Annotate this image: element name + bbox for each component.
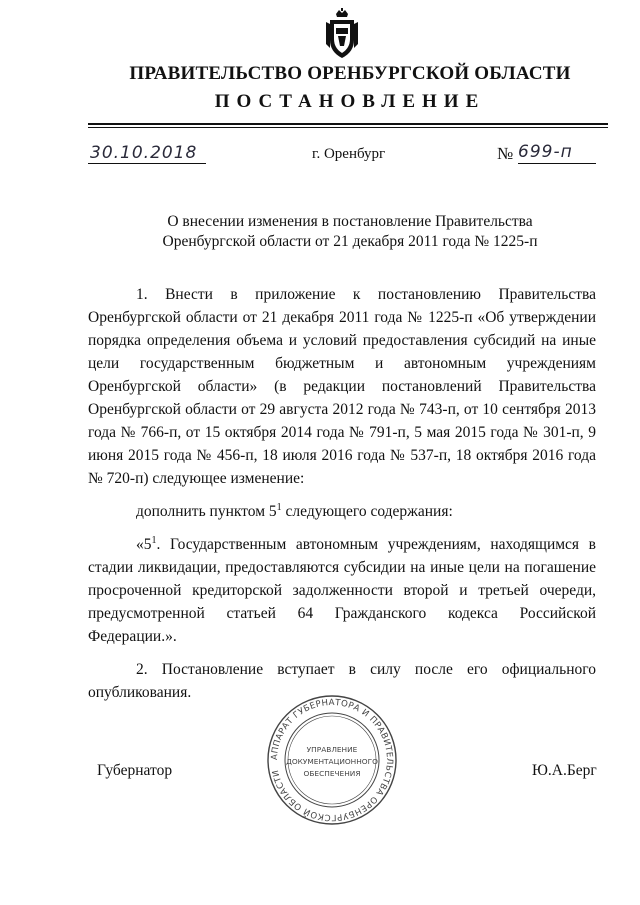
document-type-title: ПОСТАНОВЛЕНИЕ [214, 91, 486, 112]
stamp-ring-text: АППАРАТ ГУБЕРНАТОРА И ПРАВИТЕЛЬСТВА ОРЕНБУРГСКОЙ ОБЛАСТИ [269, 697, 395, 823]
subject-line-2: Оренбургской области от 21 декабря 2011 года № 1225-п [162, 233, 538, 250]
paragraph-2-superscript: 1 [276, 502, 282, 513]
signatory-name: Ю.А.Берг [532, 762, 597, 779]
paragraph-3-text-a: «5 [136, 536, 152, 553]
document-number: 699-п [518, 142, 573, 162]
subject-line-1: О внесении изменения в постановление Правительства [167, 213, 533, 230]
paragraph-2-text-b: следующего содержания: [281, 503, 453, 520]
official-stamp [266, 694, 398, 826]
paragraph-3-superscript: 1 [151, 535, 157, 546]
coat-of-arms-emblem [322, 8, 362, 60]
stamp-center-line-3: ОБЕСПЕЧЕНИЯ [303, 769, 361, 778]
header-rule-thin [88, 127, 608, 128]
document-city: г. Оренбург [312, 146, 386, 162]
header-rule-thick [88, 123, 608, 125]
number-underline [518, 163, 596, 164]
stamp-center-line-1: УПРАВЛЕНИЕ [306, 745, 358, 754]
paragraph-3-text-b: . Государственным автономным учреждениям, находящимся в стадии ликвидации, предоставляются субсидии на иные цели на погашение просроченной кредиторской задолженности второй и третьей очереди, предусмотренной статьей 64 Гражданского кодекса Российской Федерации.». [88, 536, 596, 645]
paragraph-1: 1. Внести в приложение к постановлению Правительства Оренбургской области от 21 декабря 2011 года № 1225-п «Об утверждении порядка определения объема и условий предоставления субсидий на иные цели государственным бюджетным и автономным учреждениям Оренбургской области» (в редакции постановлений Правительства Оренбургской области от 29 августа 2012 года № 743-п, от 10 сентября 2013 года № 766-п, от 15 октября 2014 года № 791-п, 5 мая 2015 года № 301-п, 9 июня 2015 года № 456-п, 18 июля 2016 года № 537-п, 18 октября 2016 года № 720-п) следующее изменение: [88, 286, 596, 487]
document-subject [120, 212, 580, 252]
paragraph-3 [88, 533, 596, 648]
paragraph-2-text-a: дополнить пунктом 5 [136, 503, 277, 520]
document-date: 30.10.2018 [90, 143, 198, 163]
date-underline [88, 163, 206, 164]
stamp-center-line-2: ДОКУМЕНТАЦИОННОГО [286, 757, 378, 766]
document-body [88, 283, 596, 704]
paragraph-2 [88, 500, 596, 523]
number-label: № [497, 144, 514, 163]
paragraph-4: 2. Постановление вступает в силу после его официального опубликования. [88, 661, 596, 701]
government-title: ПРАВИТЕЛЬСТВО ОРЕНБУРГСКОЙ ОБЛАСТИ [129, 63, 571, 84]
signatory-title: Губернатор [97, 762, 173, 779]
